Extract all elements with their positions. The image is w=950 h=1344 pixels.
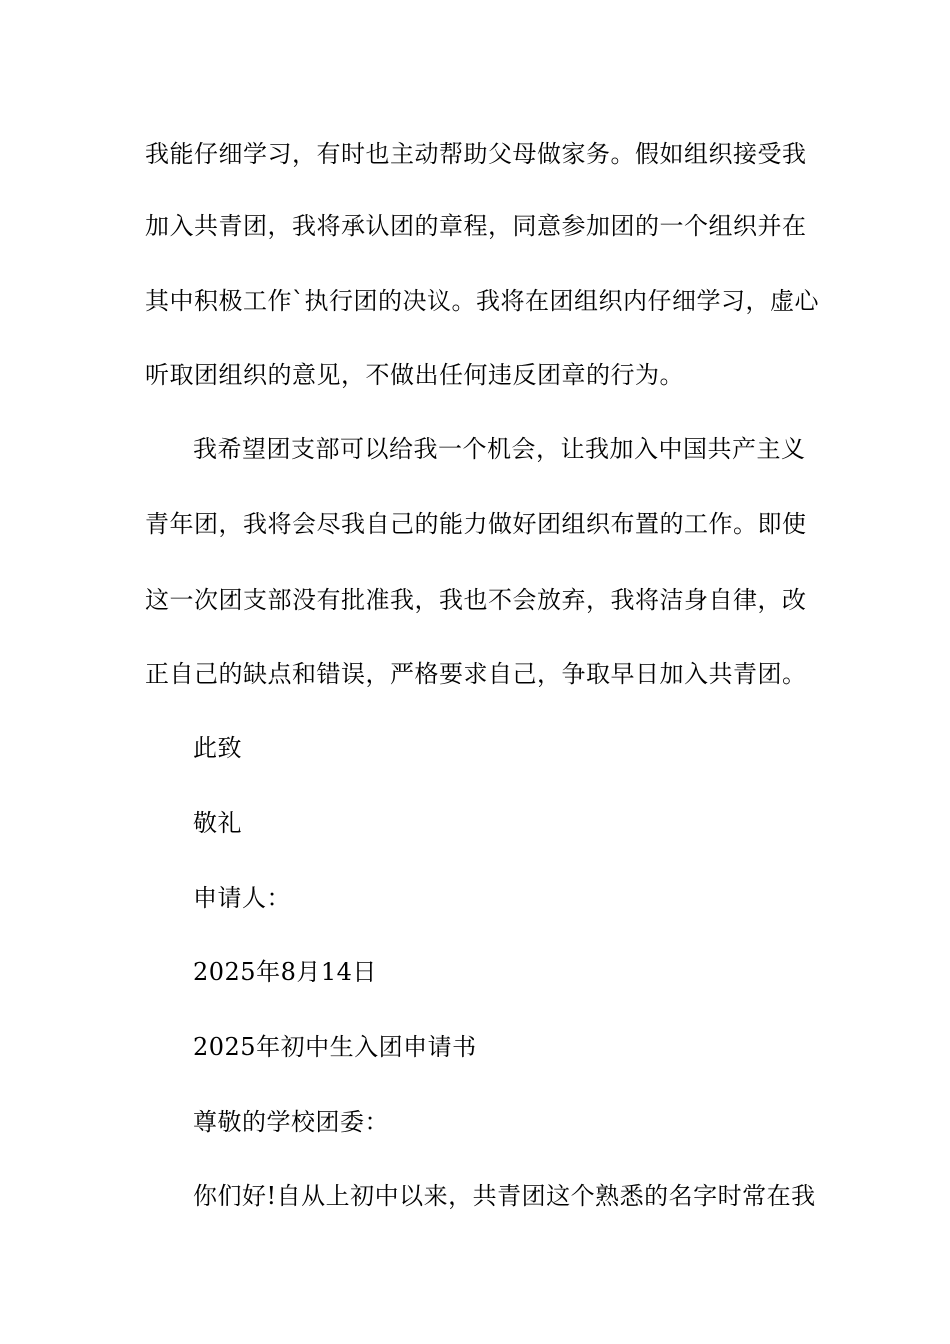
paragraph-1-line-2: 加入共青团，我将承认团的章程，同意参加团的一个组织并在 — [145, 212, 807, 240]
paragraph-2-line-1: 我希望团支部可以给我一个机会，让我加入中国共产主义 — [193, 435, 806, 463]
paragraph-2-line-4: 正自己的缺点和错误，严格要求自己，争取早日加入共青团。 — [145, 660, 807, 688]
next-letter-first-line: 你们好!自从上初中以来，共青团这个熟悉的名字时常在我 — [193, 1182, 816, 1210]
paragraph-1-line-1: 我能仔细学习，有时也主动帮助父母做家务。假如组织接受我 — [145, 140, 807, 168]
next-letter-title: 2025年初中生入团申请书 — [193, 1033, 477, 1061]
paragraph-2-line-3: 这一次团支部没有批准我，我也不会放弃，我将洁身自律，改 — [145, 586, 807, 614]
paragraph-1-line-3: 其中积极工作`执行团的决议。我将在团组织内仔细学习，虚心 — [145, 287, 819, 315]
next-letter-salutation: 尊敬的学校团委： — [193, 1108, 389, 1136]
signature-date: 2025年8月14日 — [193, 958, 377, 986]
applicant-label: 申请人： — [193, 884, 291, 912]
closing-jing-li: 敬礼 — [193, 809, 242, 837]
paragraph-1-line-4: 听取团组织的意见，不做出任何违反团章的行为。 — [145, 361, 684, 389]
closing-ci-zhi: 此致 — [193, 734, 242, 762]
paragraph-2-line-2: 青年团，我将会尽我自己的能力做好团组织布置的工作。即使 — [145, 510, 807, 538]
